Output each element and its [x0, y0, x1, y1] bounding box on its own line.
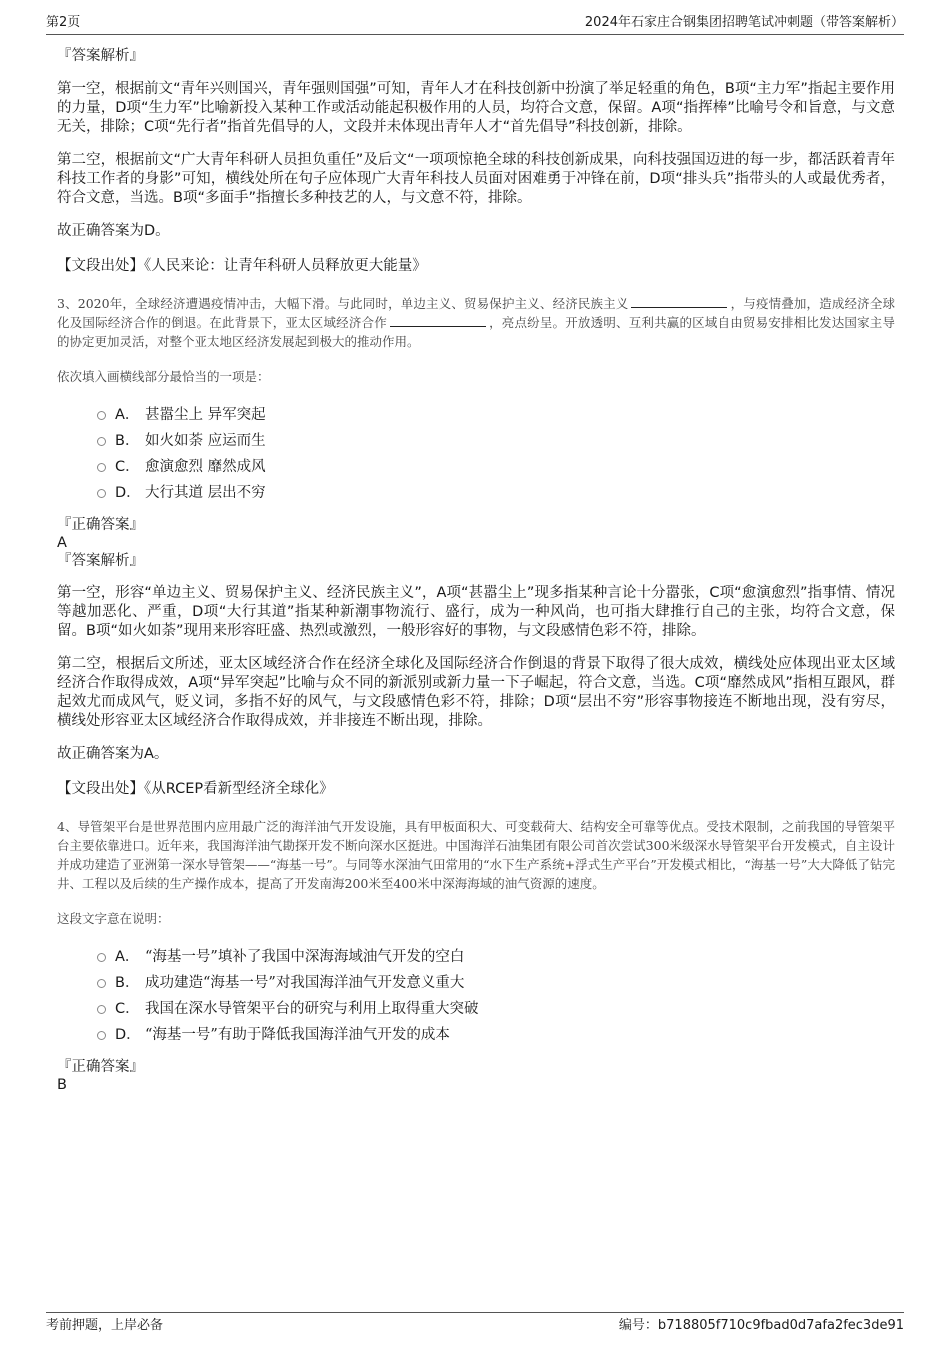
- conclusion: 故正确答案为A。: [57, 746, 169, 762]
- analysis-paragraph: 第一空，形容“单边主义、贸易保护主义、经济民族主义”，A项“甚嚣尘上”现多指某种言论十分嚣张，C项“愈演愈烈”指事情、情况等越加恶化、严重，D项“大行其道”指某种新潮事物流行、盛行，成为一种风尚，也可指大肆推行自己的主张，均符合文意，保留。B项“如火如荼”现用来形容旺盛、热烈或激烈，一般形容好的事物，与文段感情色彩不符，排除。: [57, 585, 895, 639]
- radio-icon[interactable]: [97, 1005, 106, 1014]
- answer-tag: 『正确答案』: [57, 517, 144, 533]
- source-citation: 【文段出处】《从RCEP看新型经济全球化》: [57, 781, 334, 797]
- option-list: [57, 944, 895, 1048]
- radio-icon[interactable]: [97, 953, 106, 962]
- page-header: [46, 14, 904, 35]
- radio-icon[interactable]: [97, 1031, 106, 1040]
- option-a[interactable]: A． “海基一号”填补了我国中深海海域油气开发的空白: [57, 944, 895, 970]
- conclusion: 故正确答案为D。: [57, 223, 170, 239]
- analysis-paragraph: 第二空，根据前文“广大青年科研人员担负重任”及后文“一项项惊艳全球的科技创新成果，向科技强国迈进的每一步，都活跃着青年科技工作者的身影”可知，横线处所在句子应体现广大青年科技人员面对困难勇于冲锋在前，D项“排头兵”指带头的人或最优秀者，符合文意，当选。B项“多面手”指擅长多种技艺的人，与文意不符，排除。: [57, 152, 895, 206]
- option-b[interactable]: B． 成功建造“海基一号”对我国海洋油气开发意义重大: [57, 970, 895, 996]
- page-footer: [46, 1312, 904, 1335]
- radio-icon[interactable]: [97, 411, 106, 420]
- question-prompt: 依次填入画横线部分最恰当的一项是：: [57, 369, 270, 384]
- answer-blank: [390, 314, 486, 327]
- option-list: [57, 402, 895, 506]
- analysis-tag: 『答案解析』: [57, 553, 144, 569]
- radio-icon[interactable]: [97, 979, 106, 988]
- question-prompt: 这段文字意在说明：: [57, 911, 170, 926]
- question-4: [57, 817, 895, 1094]
- answer-blank: [631, 295, 727, 308]
- question-text: 4、导管架平台是世界范围内应用最广泛的海洋油气开发设施，具有甲板面积大、可变载荷大、结构安全可靠等优点。受技术限制，之前我国的导管架平台主要依靠进口。近年来，我国海洋油气勘探开发不断向深水区挺进。中国海洋石油集团有限公司首次尝试300米级深水导管架平台开发模式，自主设计并成功建造了亚洲第一深水导管架——“海基一号”。与同等水深油气田常用的“水下生产系统+浮式生产平台”开发模式相比，“海基一号”大大降低了钻完井、工程以及后续的生产操作成本，提高了开发南海200米至400米中深海海域的油气资源的速度。: [57, 819, 895, 891]
- document-title: 2024年石家庄合钢集团招聘笔试冲刺题（带答案解析）: [584, 15, 904, 30]
- option-c[interactable]: C． 我国在深水导管架平台的研究与利用上取得重大突破: [57, 996, 895, 1022]
- analysis-paragraph: 第一空，根据前文“青年兴则国兴，青年强则国强”可知，青年人才在科技创新中扮演了举足轻重的角色，B项“主力军”指起主要作用的力量，D项“生力军”比喻新投入某种工作或活动能起积极作用的人员，均符合文意，保留。A项“指挥棒”比喻号令和旨意，与文意无关，排除；C项“先行者”指首先倡导的人，文段并未体现出青年人才“首先倡导”科技创新，排除。: [57, 81, 895, 135]
- q2-analysis: [57, 46, 895, 276]
- page-number: 第2页: [46, 15, 81, 30]
- radio-icon[interactable]: [97, 437, 106, 446]
- radio-icon[interactable]: [97, 489, 106, 498]
- analysis-paragraph: 第二空，根据后文所述，亚太区域经济合作在经济全球化及国际经济合作倒退的背景下取得了很大成效，横线处应体现出亚太区域经济合作取得成效，A项“异军突起”比喻与众不同的新派别或新力量一下子崛起，符合文意，当选。C项“靡然成风”指相互跟风，群起效尤而成风气，贬义词，多指不好的风气，与文段感情色彩不符，排除；D项“层出不穷”形容事物接连不断地出现，没有穷尽，横线处形容亚太区域经济合作取得成效，并非接连不断出现，排除。: [57, 656, 895, 729]
- answer-tag: 『正确答案』: [57, 1059, 144, 1075]
- option-d[interactable]: D． 大行其道 层出不穷: [57, 480, 895, 506]
- question-3: [57, 294, 895, 799]
- analysis-tag: 『答案解析』: [57, 48, 144, 64]
- document-code: 编号：b718805f710c9fbad0d7afa2fec3de91: [618, 1318, 904, 1333]
- page-content: [57, 46, 895, 1094]
- question-text: 3、2020年，全球经济遭遇疫情冲击，大幅下滑。与此同时，单边主义、贸易保护主义、经济民族主义 ，与疫情叠加，造成经济全球化及国际经济合作的倒退。在此背景下，亚太区域经济合作 ，亮点纷呈。开放透明、互利共赢的区域自由贸易安排相比发达国家主导的协定更加灵活，对整个亚太地区经济发展起到极大的推动作用。: [57, 296, 895, 349]
- option-b[interactable]: B． 如火如荼 应运而生: [57, 428, 895, 454]
- option-c[interactable]: C． 愈演愈烈 靡然成风: [57, 454, 895, 480]
- option-d[interactable]: D． “海基一号”有助于降低我国海洋油气开发的成本: [57, 1022, 895, 1048]
- source-citation: 【文段出处】《人民来论：让青年科研人员释放更大能量》: [57, 258, 427, 274]
- radio-icon[interactable]: [97, 463, 106, 472]
- footer-slogan: 考前押题，上岸必备: [46, 1318, 164, 1333]
- correct-answer: A: [57, 535, 67, 551]
- correct-answer: B: [57, 1077, 67, 1093]
- option-a[interactable]: A． 甚嚣尘上 异军突起: [57, 402, 895, 428]
